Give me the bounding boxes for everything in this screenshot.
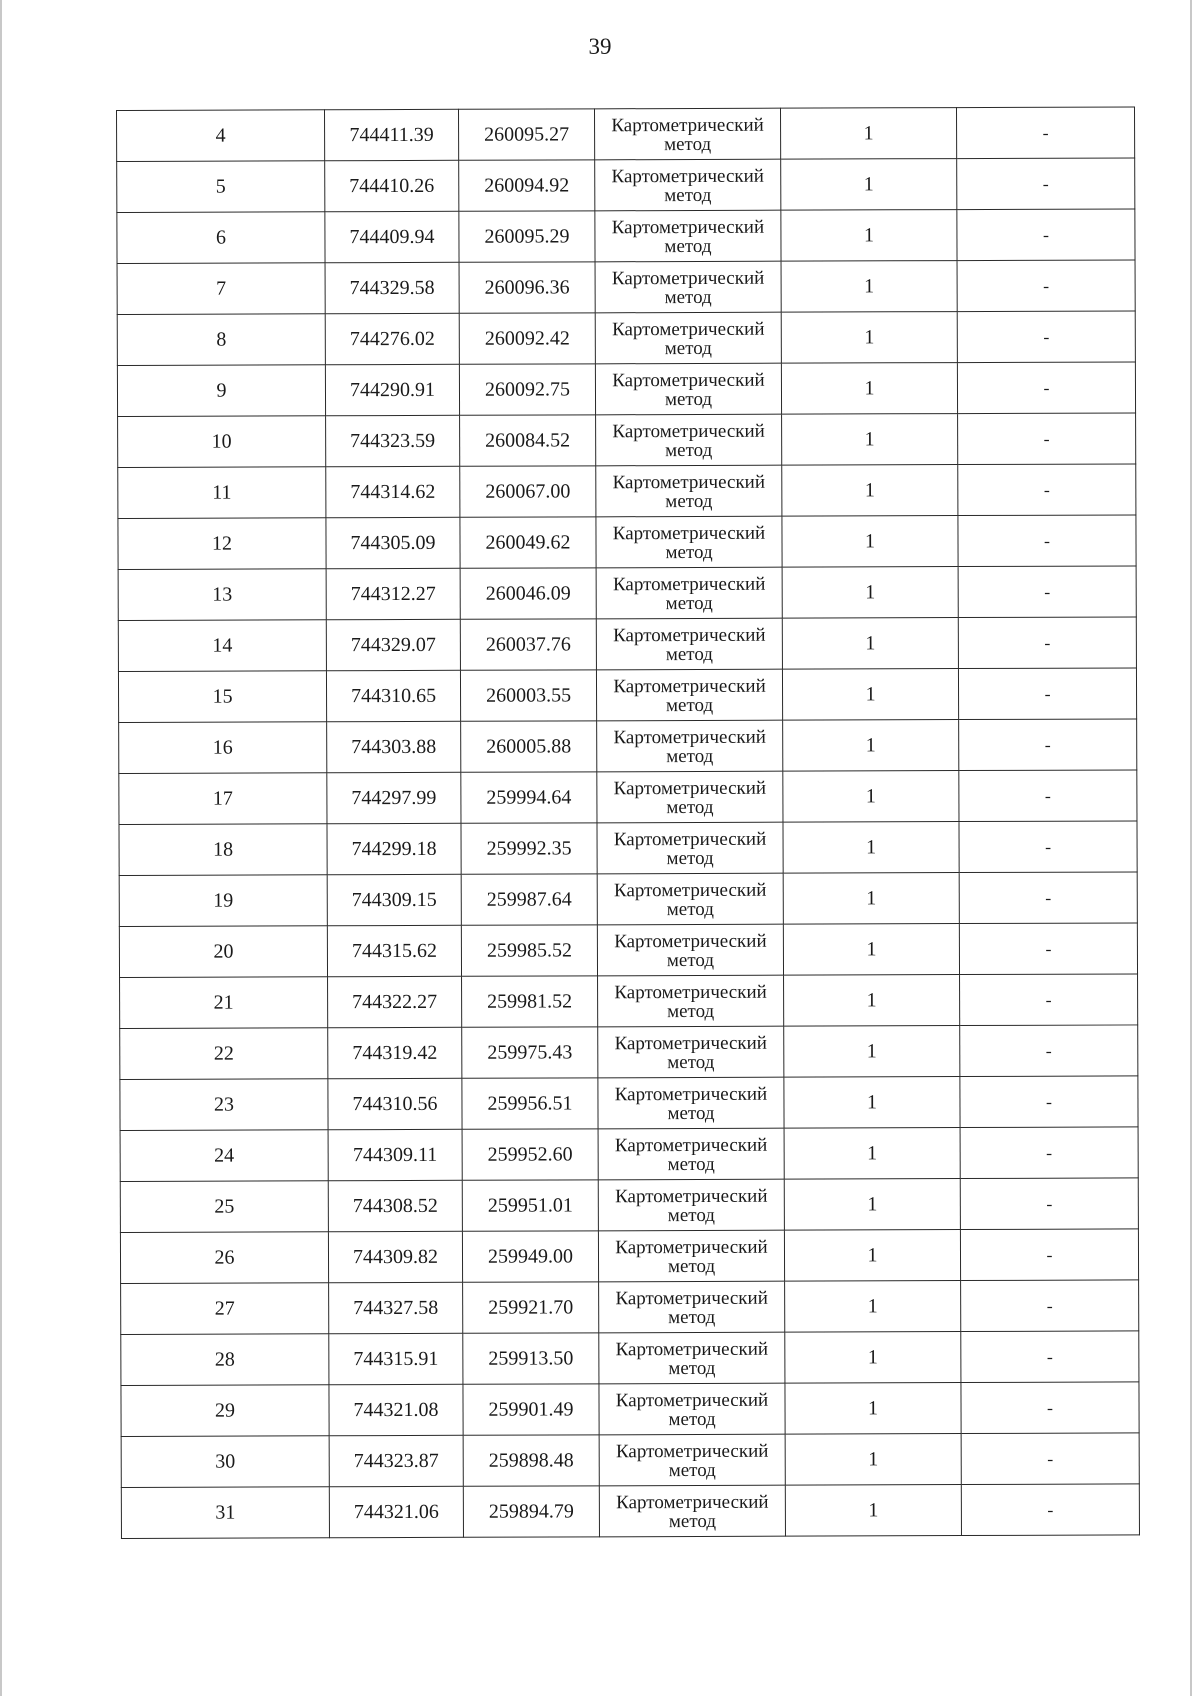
x-coordinate-cell: 744327.58 <box>329 1282 463 1333</box>
method-line-1: Картометрический <box>615 1338 769 1361</box>
table-row <box>118 515 1136 570</box>
note-cell: - <box>959 719 1137 771</box>
x-coordinate-cell: 744314.62 <box>326 466 460 517</box>
note-cell: - <box>957 260 1135 312</box>
note-cell: - <box>961 1280 1139 1332</box>
y-coordinate-cell: 260005.88 <box>461 721 597 772</box>
method-line-1: Картометрический <box>612 522 766 545</box>
y-coordinate-cell: 259981.52 <box>462 976 598 1027</box>
page-left-edge <box>0 0 2 1696</box>
y-coordinate-cell: 259992.35 <box>461 823 597 874</box>
method-line-1: Картометрический <box>611 165 764 188</box>
method-cell <box>599 1332 785 1384</box>
accuracy-cell: 1 <box>785 1434 961 1486</box>
point-number-cell: 6 <box>117 212 325 264</box>
y-coordinate-cell: 260046.09 <box>460 568 596 619</box>
note-cell: - <box>960 1025 1138 1077</box>
table-row <box>121 1484 1139 1539</box>
method-line-2: метод <box>667 1153 715 1176</box>
table-row <box>118 668 1136 723</box>
point-number-cell: 21 <box>120 977 328 1029</box>
accuracy-cell: 1 <box>783 873 959 925</box>
method-cell <box>596 618 782 670</box>
method-line-1: Картометрический <box>615 1185 768 1208</box>
point-number-cell: 19 <box>119 875 327 927</box>
method-line-1: Картометрический <box>615 1236 768 1259</box>
note-cell: - <box>961 1331 1139 1383</box>
y-coordinate-cell: 259901.49 <box>463 1384 599 1435</box>
y-coordinate-cell: 260003.55 <box>460 670 596 721</box>
x-coordinate-cell: 744290.91 <box>325 364 459 415</box>
method-line-1: Картометрический <box>615 1389 769 1412</box>
accuracy-cell: 1 <box>785 1383 961 1435</box>
method-line-2: метод <box>668 1306 716 1329</box>
y-coordinate-cell: 260037.76 <box>460 619 596 670</box>
method-line-1: Картометрический <box>613 624 766 647</box>
accuracy-cell: 1 <box>782 516 958 568</box>
method-cell <box>596 516 782 568</box>
note-cell: - <box>961 1484 1139 1536</box>
x-coordinate-cell: 744322.27 <box>328 976 462 1027</box>
x-coordinate-cell: 744315.62 <box>327 925 461 976</box>
method-line-2: метод <box>666 745 714 768</box>
y-coordinate-cell: 260092.42 <box>459 313 595 364</box>
y-coordinate-cell: 259956.51 <box>462 1078 598 1129</box>
method-line-2: метод <box>666 949 715 972</box>
method-line-1: Картометрический <box>611 114 764 137</box>
note-cell: - <box>960 1229 1138 1281</box>
method-line-1: Картометрический <box>614 981 767 1004</box>
method-line-1: Картометрический <box>614 1134 768 1157</box>
table-row <box>119 821 1137 876</box>
accuracy-cell: 1 <box>784 1128 960 1180</box>
y-coordinate-cell: 259987.64 <box>461 874 597 925</box>
method-line-2: метод <box>667 1255 716 1278</box>
method-cell <box>598 1026 784 1078</box>
x-coordinate-cell: 744297.99 <box>327 772 461 823</box>
y-coordinate-cell: 259951.01 <box>462 1180 598 1231</box>
note-cell: - <box>961 1382 1139 1434</box>
note-cell: - <box>961 1433 1139 1485</box>
method-line-2: метод <box>665 439 713 462</box>
method-line-2: метод <box>668 1510 717 1533</box>
note-cell: - <box>959 770 1137 822</box>
point-number-cell: 30 <box>121 1436 329 1488</box>
table-row <box>118 617 1136 672</box>
x-coordinate-cell: 744276.02 <box>325 313 459 364</box>
method-line-1: Картометрический <box>611 216 765 239</box>
method-cell <box>597 771 783 823</box>
method-cell <box>596 669 782 721</box>
note-cell: - <box>958 464 1136 516</box>
accuracy-cell: 1 <box>785 1485 961 1537</box>
y-coordinate-cell: 259898.48 <box>463 1435 599 1486</box>
note-cell: - <box>956 107 1134 159</box>
point-number-cell: 16 <box>119 722 327 774</box>
table-row <box>117 158 1135 213</box>
method-cell <box>598 1230 784 1282</box>
point-number-cell: 25 <box>120 1181 328 1233</box>
point-number-cell: 23 <box>120 1079 328 1131</box>
table-row <box>120 1178 1138 1233</box>
method-cell <box>596 414 782 466</box>
x-coordinate-cell: 744309.11 <box>328 1129 462 1180</box>
y-coordinate-cell: 260096.36 <box>459 262 595 313</box>
point-number-cell: 9 <box>117 365 325 417</box>
note-cell: - <box>958 617 1136 669</box>
x-coordinate-cell: 744409.94 <box>325 211 459 262</box>
point-number-cell: 10 <box>118 416 326 468</box>
method-cell <box>596 567 782 619</box>
note-cell: - <box>960 1127 1138 1179</box>
method-cell <box>596 465 782 517</box>
method-line-2: метод <box>665 643 714 666</box>
point-number-cell: 13 <box>118 569 326 621</box>
x-coordinate-cell: 744310.56 <box>328 1078 462 1129</box>
method-cell <box>599 1434 785 1486</box>
method-line-1: Картометрический <box>612 420 765 443</box>
method-line-1: Картометрический <box>612 471 766 494</box>
table-row <box>119 872 1137 927</box>
point-number-cell: 17 <box>119 773 327 825</box>
point-number-cell: 12 <box>118 518 326 570</box>
x-coordinate-cell: 744312.27 <box>326 568 460 619</box>
method-line-1: Картометрический <box>611 267 765 290</box>
method-line-1: Картометрический <box>614 1083 768 1106</box>
method-line-2: метод <box>664 235 712 258</box>
table-row <box>118 413 1136 468</box>
point-number-cell: 8 <box>117 314 325 366</box>
x-coordinate-cell: 744310.65 <box>326 670 460 721</box>
x-coordinate-cell: 744309.15 <box>327 874 461 925</box>
point-number-cell: 18 <box>119 824 327 876</box>
method-line-2: метод <box>668 1459 716 1482</box>
method-cell <box>597 873 783 925</box>
method-line-1: Картометрический <box>612 318 765 341</box>
method-line-1: Картометрический <box>615 1440 769 1463</box>
method-cell <box>598 1179 784 1231</box>
point-number-cell: 11 <box>118 467 326 519</box>
y-coordinate-cell: 259952.60 <box>462 1129 598 1180</box>
table-row <box>119 770 1137 825</box>
accuracy-cell: 1 <box>784 1230 960 1282</box>
y-coordinate-cell: 260084.52 <box>460 415 596 466</box>
y-coordinate-cell: 259894.79 <box>463 1486 599 1537</box>
point-number-cell: 31 <box>121 1487 329 1539</box>
coordinates-table-body <box>117 107 1140 1539</box>
accuracy-cell: 1 <box>783 924 959 976</box>
x-coordinate-cell: 744323.59 <box>326 415 460 466</box>
point-number-cell: 22 <box>120 1028 328 1080</box>
accuracy-cell: 1 <box>782 414 958 466</box>
accuracy-cell: 1 <box>782 465 958 517</box>
accuracy-cell: 1 <box>780 108 956 160</box>
y-coordinate-cell: 260095.27 <box>458 109 594 160</box>
note-cell: - <box>957 311 1135 363</box>
table-row <box>121 1331 1139 1386</box>
method-line-2: метод <box>668 1357 716 1380</box>
method-cell <box>595 159 781 211</box>
accuracy-cell: 1 <box>783 822 959 874</box>
method-line-2: метод <box>664 286 712 309</box>
method-line-2: метод <box>667 1102 715 1125</box>
table-row <box>121 1382 1139 1437</box>
y-coordinate-cell: 259985.52 <box>461 925 597 976</box>
method-cell <box>595 363 781 415</box>
note-cell: - <box>960 1076 1138 1128</box>
point-number-cell: 15 <box>118 671 326 723</box>
note-cell: - <box>958 566 1136 618</box>
method-line-1: Картометрический <box>613 726 766 749</box>
table-row <box>119 923 1137 978</box>
point-number-cell: 7 <box>117 263 325 315</box>
table-row <box>120 974 1138 1029</box>
note-cell: - <box>957 158 1135 210</box>
y-coordinate-cell: 260049.62 <box>460 517 596 568</box>
method-line-1: Картометрический <box>613 828 767 851</box>
accuracy-cell: 1 <box>784 1077 960 1129</box>
point-number-cell: 27 <box>121 1283 329 1335</box>
method-line-2: метод <box>666 796 714 819</box>
accuracy-cell: 1 <box>784 975 960 1027</box>
x-coordinate-cell: 744411.39 <box>325 109 459 160</box>
table-row <box>117 362 1135 417</box>
method-line-1: Картометрический <box>614 1032 768 1055</box>
table-row <box>117 209 1135 264</box>
table-row <box>117 107 1135 162</box>
accuracy-cell: 1 <box>781 210 957 262</box>
table-row <box>118 464 1136 519</box>
method-cell <box>597 720 783 772</box>
note-cell: - <box>959 821 1137 873</box>
method-cell <box>595 261 781 313</box>
x-coordinate-cell: 744315.91 <box>329 1333 463 1384</box>
table-row <box>121 1280 1139 1335</box>
method-line-1: Картометрический <box>612 369 765 392</box>
accuracy-cell: 1 <box>783 720 959 772</box>
x-coordinate-cell: 744323.87 <box>329 1435 463 1486</box>
method-line-2: метод <box>666 898 714 921</box>
method-line-1: Картометрический <box>612 573 766 596</box>
point-number-cell: 5 <box>117 161 325 213</box>
method-line-2: метод <box>664 133 712 156</box>
method-cell <box>598 1077 784 1129</box>
table-row <box>120 1025 1138 1080</box>
y-coordinate-cell: 260094.92 <box>459 160 595 211</box>
note-cell: - <box>959 923 1137 975</box>
x-coordinate-cell: 744309.82 <box>328 1231 462 1282</box>
method-line-2: метод <box>664 388 713 411</box>
method-cell <box>599 1383 785 1435</box>
accuracy-cell: 1 <box>782 618 958 670</box>
method-cell <box>599 1281 785 1333</box>
x-coordinate-cell: 744329.07 <box>326 619 460 670</box>
method-cell <box>594 108 780 160</box>
table-row <box>118 566 1136 621</box>
method-line-2: метод <box>665 592 713 615</box>
y-coordinate-cell: 259994.64 <box>461 772 597 823</box>
x-coordinate-cell: 744319.42 <box>328 1027 462 1078</box>
method-line-2: метод <box>665 541 713 564</box>
table-row <box>121 1433 1139 1488</box>
point-number-cell: 20 <box>119 926 327 978</box>
x-coordinate-cell: 744329.58 <box>325 262 459 313</box>
table-row <box>120 1229 1138 1284</box>
point-number-cell: 14 <box>118 620 326 672</box>
method-line-1: Картометрический <box>615 1287 768 1310</box>
table-row <box>117 260 1135 315</box>
page-number: 39 <box>588 34 612 59</box>
table-row <box>119 719 1137 774</box>
y-coordinate-cell: 259921.70 <box>463 1282 599 1333</box>
x-coordinate-cell: 744321.06 <box>329 1486 463 1537</box>
point-number-cell: 29 <box>121 1385 329 1437</box>
note-cell: - <box>958 668 1136 720</box>
accuracy-cell: 1 <box>784 1179 960 1231</box>
method-line-2: метод <box>668 1408 716 1431</box>
method-line-1: Картометрический <box>613 777 767 800</box>
note-cell: - <box>960 974 1138 1026</box>
method-line-2: метод <box>664 337 712 360</box>
method-line-2: метод <box>667 1204 715 1227</box>
y-coordinate-cell: 259913.50 <box>463 1333 599 1384</box>
method-cell <box>598 975 784 1027</box>
note-cell: - <box>957 362 1135 414</box>
point-number-cell: 26 <box>120 1232 328 1284</box>
note-cell: - <box>958 413 1136 465</box>
method-line-2: метод <box>665 490 713 513</box>
method-cell <box>599 1485 785 1537</box>
method-cell <box>598 1128 784 1180</box>
method-line-1: Картометрический <box>614 930 767 953</box>
y-coordinate-cell: 259975.43 <box>462 1027 598 1078</box>
point-number-cell: 4 <box>117 110 325 162</box>
accuracy-cell: 1 <box>781 261 957 313</box>
method-cell <box>595 312 781 364</box>
x-coordinate-cell: 744410.26 <box>325 160 459 211</box>
accuracy-cell: 1 <box>783 771 959 823</box>
method-cell <box>597 924 783 976</box>
method-line-1: Картометрический <box>616 1491 769 1514</box>
accuracy-cell: 1 <box>781 312 957 364</box>
x-coordinate-cell: 744308.52 <box>328 1180 462 1231</box>
accuracy-cell: 1 <box>781 159 957 211</box>
y-coordinate-cell: 260067.00 <box>460 466 596 517</box>
note-cell: - <box>957 209 1135 261</box>
accuracy-cell: 1 <box>782 567 958 619</box>
method-line-1: Картометрический <box>613 879 767 902</box>
x-coordinate-cell: 744299.18 <box>327 823 461 874</box>
accuracy-cell: 1 <box>781 363 957 415</box>
accuracy-cell: 1 <box>784 1026 960 1078</box>
y-coordinate-cell: 260092.75 <box>459 364 595 415</box>
method-cell <box>595 210 781 262</box>
point-number-cell: 28 <box>121 1334 329 1386</box>
x-coordinate-cell: 744305.09 <box>326 517 460 568</box>
x-coordinate-cell: 744303.88 <box>327 721 461 772</box>
method-line-2: метод <box>664 184 712 207</box>
note-cell: - <box>960 1178 1138 1230</box>
coordinates-table <box>116 106 1140 1539</box>
table-row <box>120 1127 1138 1182</box>
method-line-2: метод <box>667 1051 715 1074</box>
accuracy-cell: 1 <box>782 669 958 721</box>
method-line-1: Картометрический <box>613 675 766 698</box>
point-number-cell: 24 <box>120 1130 328 1182</box>
note-cell: - <box>959 872 1137 924</box>
table-row <box>120 1076 1138 1131</box>
x-coordinate-cell: 744321.08 <box>329 1384 463 1435</box>
table-row <box>117 311 1135 366</box>
method-line-2: метод <box>667 1000 715 1023</box>
accuracy-cell: 1 <box>785 1281 961 1333</box>
page-right-edge <box>1190 0 1192 1696</box>
method-cell <box>597 822 783 874</box>
y-coordinate-cell: 259949.00 <box>462 1231 598 1282</box>
note-cell: - <box>958 515 1136 567</box>
method-line-2: метод <box>665 694 714 717</box>
method-line-2: метод <box>666 847 714 870</box>
accuracy-cell: 1 <box>785 1332 961 1384</box>
y-coordinate-cell: 260095.29 <box>459 211 595 262</box>
